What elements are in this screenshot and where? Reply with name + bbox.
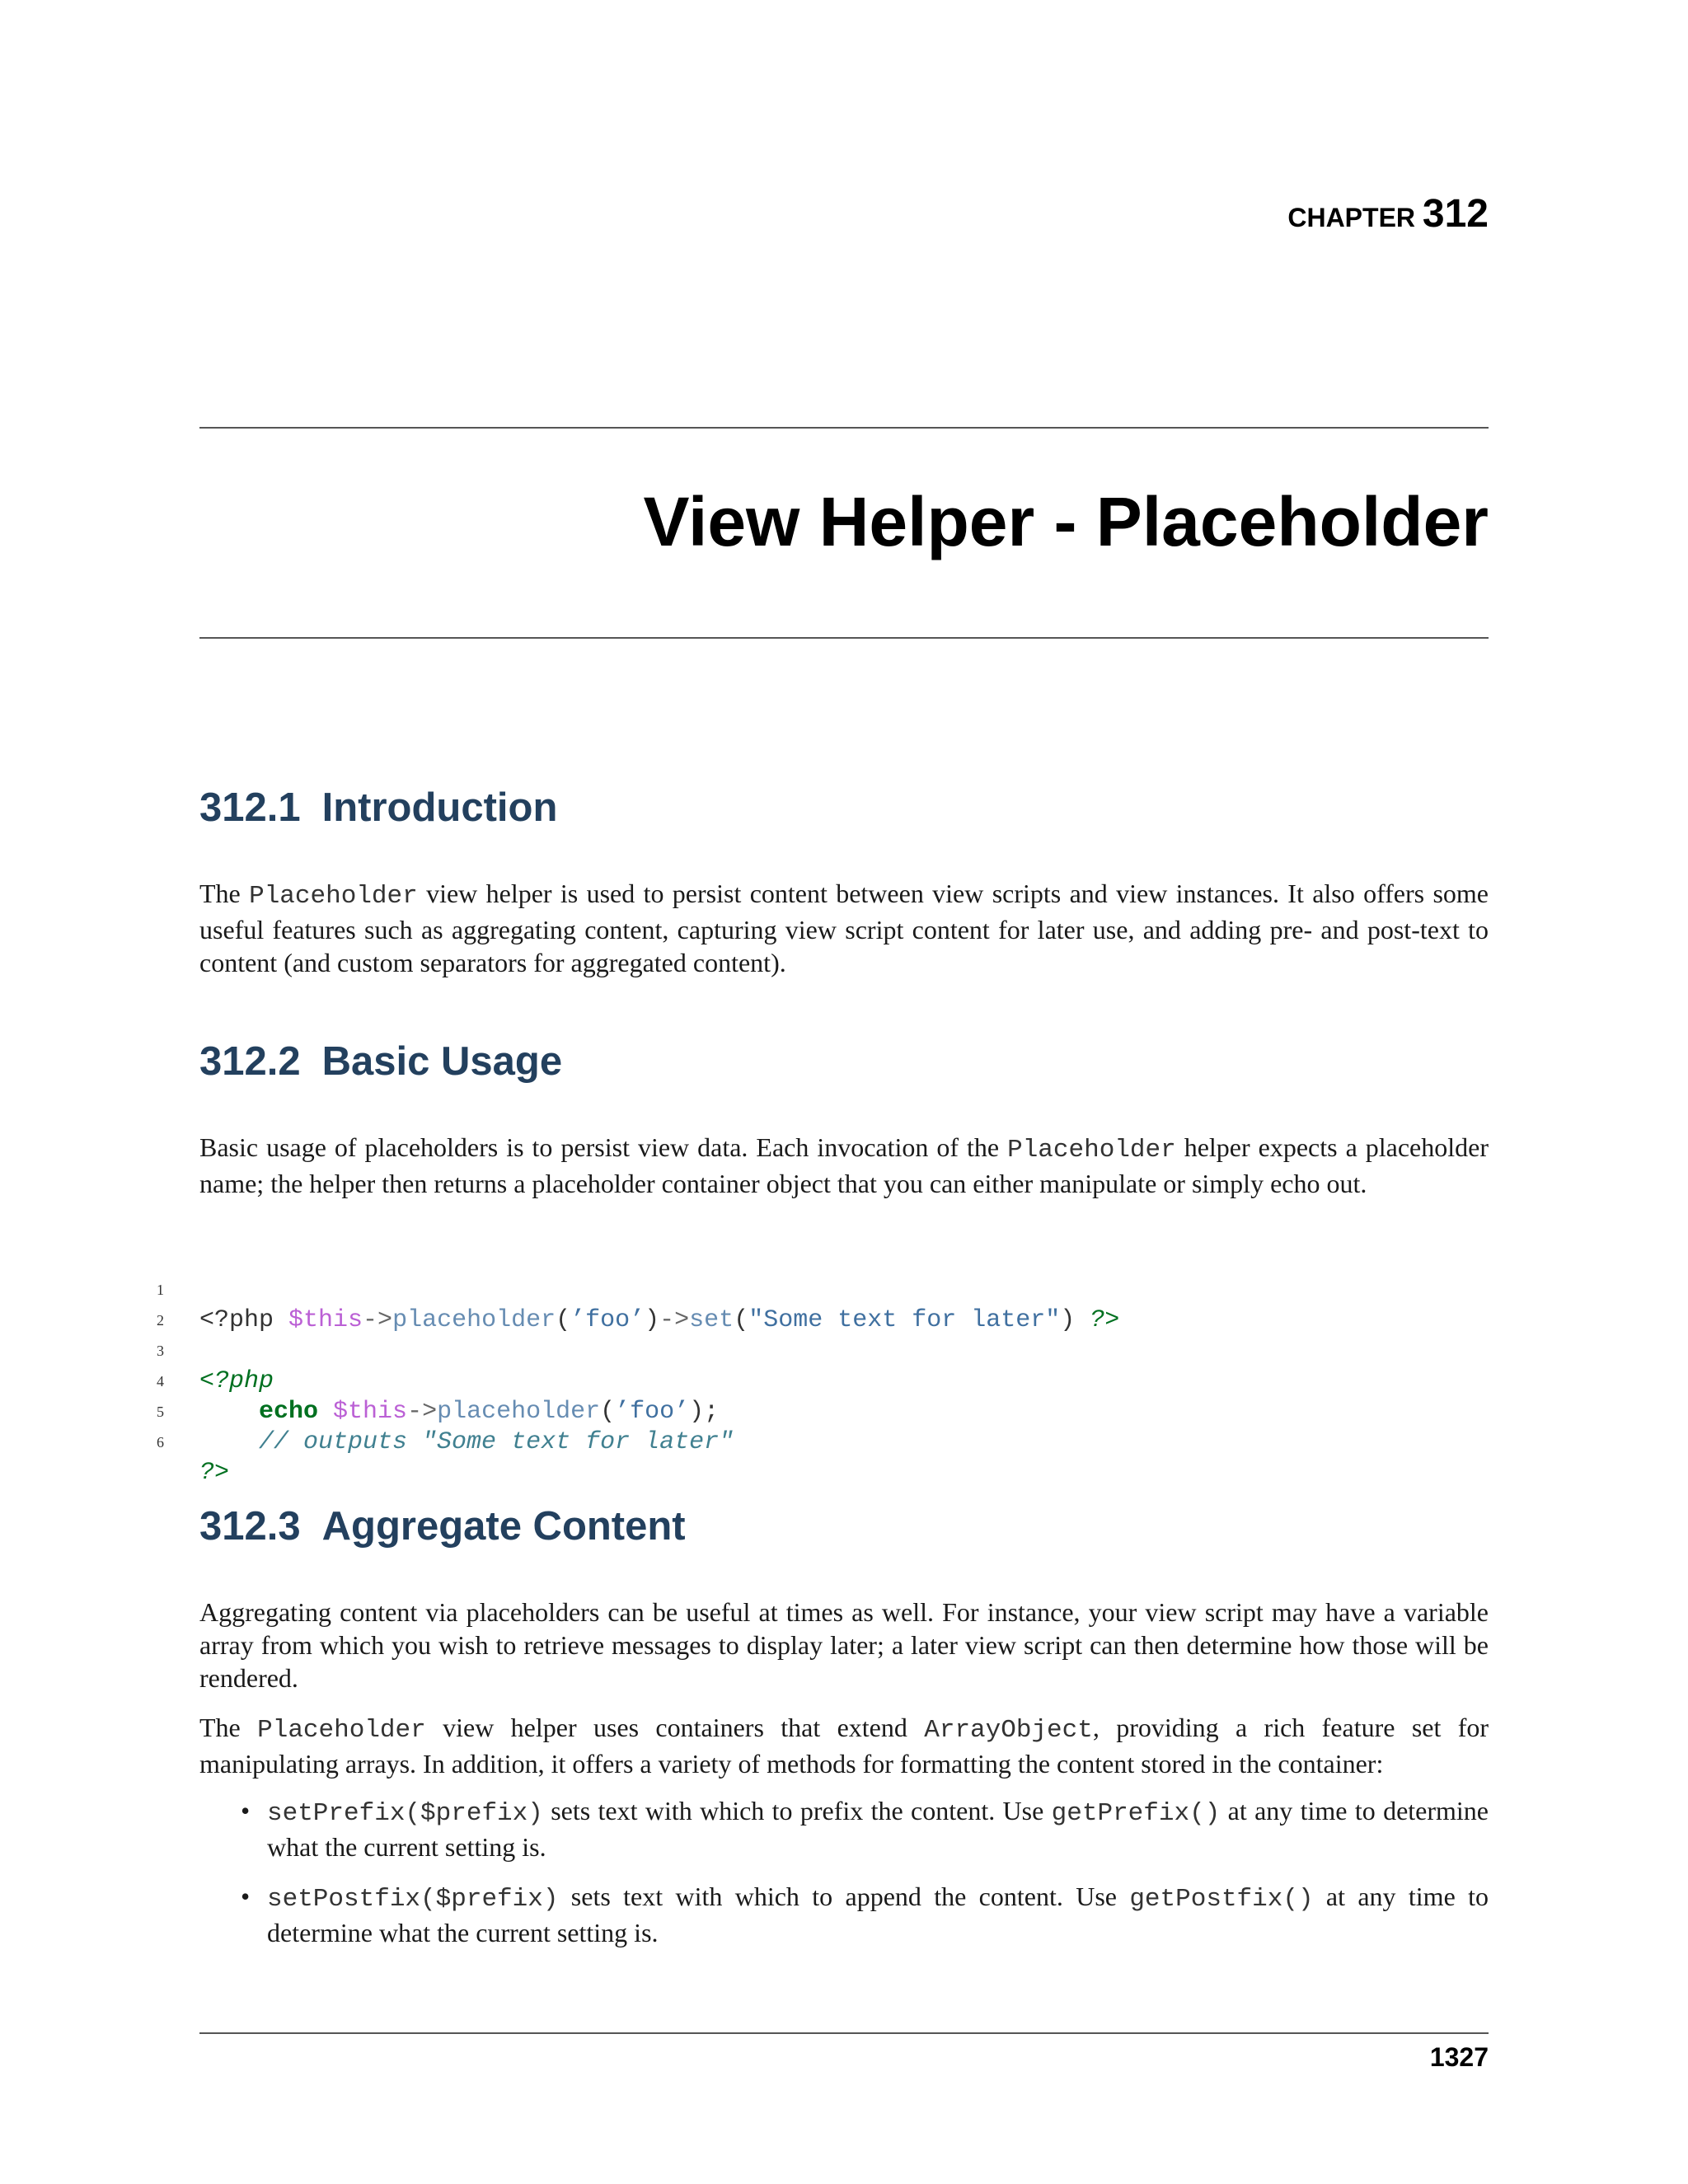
code-token: $this [288,1306,363,1334]
code-token: "Some text for later" [748,1306,1061,1334]
code-token: placeholder [392,1306,556,1334]
chapter-word: CHAPTER [1287,203,1416,232]
code-token: <?php [199,1306,289,1334]
list-item [199,1794,1489,1863]
code-token: ( [734,1306,749,1334]
section-heading-basic-usage [199,1038,562,1085]
code-token: -> [659,1306,690,1334]
inline-code: setPostfix($prefix) [267,1885,559,1914]
line-number: 1 [157,1282,164,1298]
section-number: 312.2 [199,1039,301,1084]
code-token: ( [600,1398,616,1426]
line-number: 5 [157,1404,164,1420]
section-heading-aggregate-content [199,1503,686,1549]
code-token: -> [407,1398,438,1426]
inline-code-arrayobject: ArrayObject [924,1716,1093,1745]
intro-text-a: The [199,879,250,908]
aggregate-text-a: The [199,1713,258,1742]
title-bottom-rule [199,637,1489,639]
section-title: Introduction [321,785,558,830]
inline-code-placeholder: Placeholder [1007,1136,1176,1165]
aggregate-paragraph-2 [199,1711,1489,1780]
footer-rule [199,2032,1489,2034]
inline-code-placeholder: Placeholder [249,882,418,911]
inline-code: setPrefix($prefix) [267,1799,543,1828]
line-number: 2 [157,1312,164,1329]
list-item-text: at any time to determine what the current setting is. [267,1882,1489,1947]
bullet-icon: • [241,1882,251,1911]
title-top-rule [199,427,1489,429]
code-token: ); [689,1398,720,1426]
code-token: ?> [1090,1306,1120,1334]
basic-text-a: Basic usage of placeholders is to persist view data. Each invocation of the [199,1132,1008,1162]
list-item-text: at any time to determine what the current setting is. [267,1796,1489,1862]
line-number: 4 [157,1373,164,1390]
code-token: ’foo’ [615,1398,690,1426]
basic-text-b: helper expects a placeholder name; the helper then returns a placeholder container object that you can either manipulate or simply echo out. [199,1132,1489,1198]
section-heading-introduction [199,785,557,831]
aggregate-paragraph-1: Aggregating content via placeholders can be useful at times as well. For instance, your view script may have a variable array from which you wish to retrieve messages to display later; a later view script can then determine how those will be rendered. [199,1597,1489,1693]
code-token: ( [556,1306,571,1334]
code-token: ?> [199,1459,230,1487]
page-number: 1327 [1429,2042,1489,2072]
intro-text-b: view helper is used to persist content between view scripts and view instances. It also offers some useful features such as aggregating content, capturing view script content for later use, and adding pre- and post-text to content (and custom separators for aggregated content). [199,879,1489,977]
list-item-text: sets text with which to prefix the content. Use [542,1796,1052,1825]
code-token: -> [363,1306,393,1334]
chapter-title: View Helper - Placeholder [643,483,1489,560]
aggregate-text-c: , providing a rich feature set for manipulating arrays. In addition, it offers a variety of methods for formatting the content stored in the container: [199,1713,1489,1779]
code-token: echo [259,1398,319,1426]
line-number: 6 [157,1434,164,1451]
chapter-label [1287,191,1489,237]
code-line [0,1305,1688,1395]
code-token: <?php [199,1367,274,1395]
aggregate-text-b: view helper uses containers that extend [425,1713,925,1742]
code-token: ’foo’ [570,1306,645,1334]
line-number: 3 [157,1343,164,1359]
inline-code: getPostfix() [1129,1885,1314,1914]
code-token: ) [1060,1306,1090,1334]
basic-usage-paragraph [199,1131,1489,1200]
code-line [0,1244,1688,1334]
code-comment: // outputs "Some text for later" [259,1428,734,1456]
list-item [199,1880,1489,1949]
code-token: set [689,1306,734,1334]
section-number: 312.3 [199,1504,301,1549]
code-token: $this [318,1398,408,1426]
inline-code: getPrefix() [1051,1799,1221,1828]
section-number: 312.1 [199,785,301,830]
section-title: Aggregate Content [321,1504,686,1549]
chapter-number: 312 [1422,192,1489,236]
code-block [0,1244,1688,1487]
method-list [199,1794,1489,1966]
list-item-text: sets text with which to append the content. Use [558,1882,1130,1911]
inline-code-placeholder: Placeholder [257,1716,426,1745]
code-token: placeholder [437,1398,601,1426]
intro-paragraph [199,877,1489,979]
bullet-icon: • [241,1796,251,1825]
code-token: ) [645,1306,660,1334]
section-title: Basic Usage [321,1039,563,1084]
code-indent [199,1428,259,1456]
